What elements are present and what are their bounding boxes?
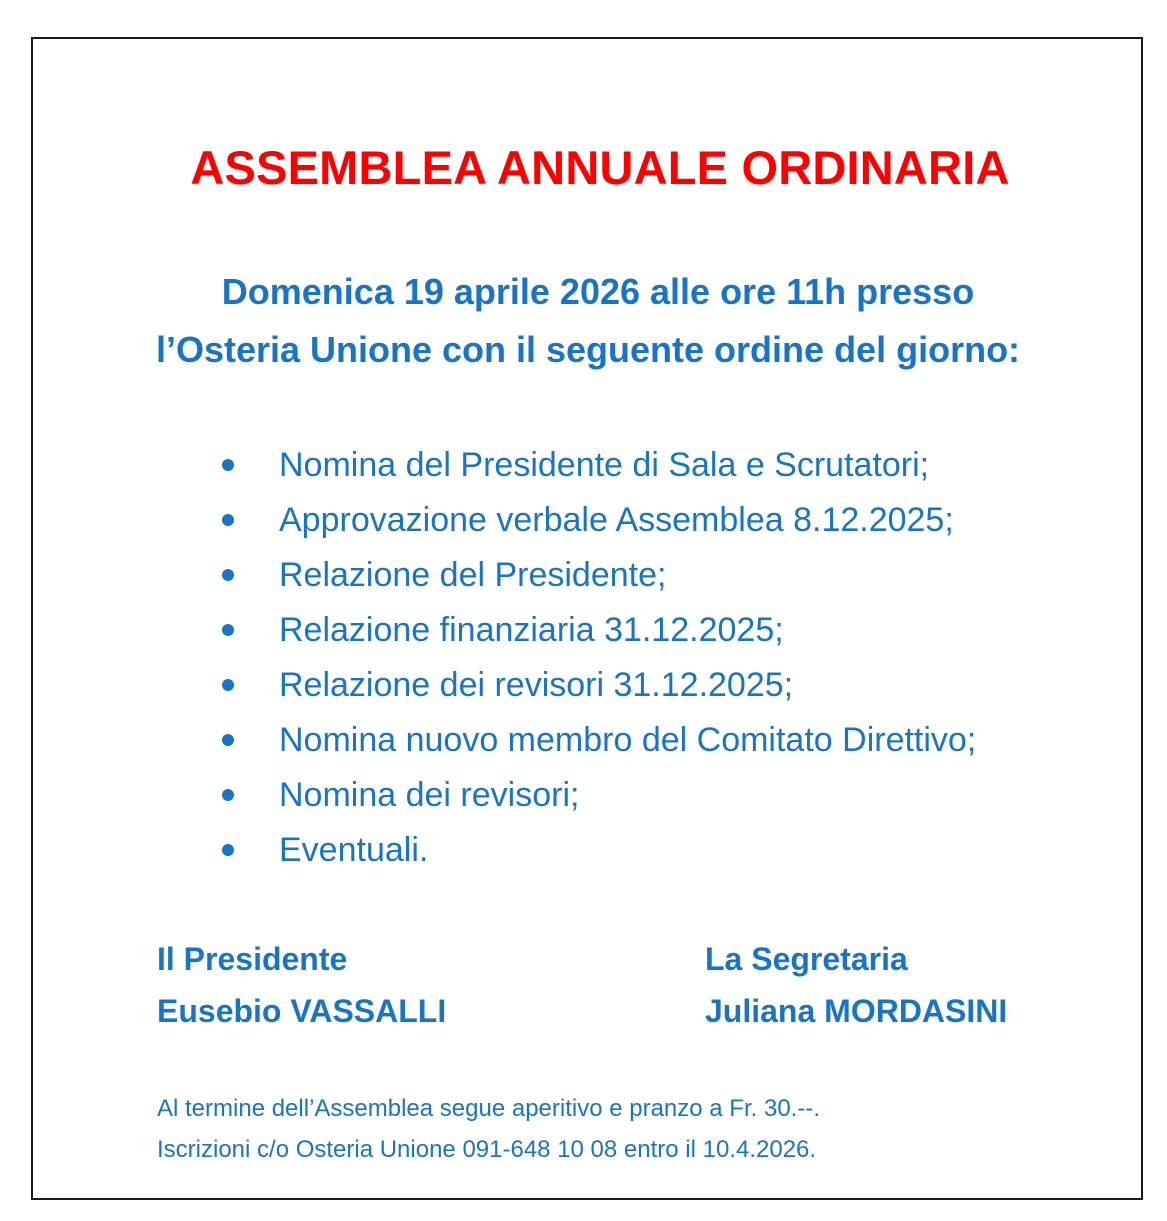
agenda-item-text: Relazione del Presidente; (279, 556, 667, 594)
agenda-item (218, 771, 976, 826)
intro-line-1: Domenica 19 aprile 2026 alle ore 11h presso (221, 271, 975, 312)
bullet-icon (222, 679, 234, 691)
signature-president (157, 933, 446, 1037)
bullet-icon (222, 624, 234, 636)
signature-name: Juliana MORDASINI (705, 993, 1008, 1029)
notice-title: ASSEMBLEA ANNUALE ORDINARIA (190, 141, 1010, 194)
bullet-icon (222, 789, 234, 801)
agenda-item (218, 716, 976, 771)
signature-secretary (705, 933, 1007, 1037)
agenda-item-text: Nomina nuovo membro del Comitato Direttivo; (279, 721, 977, 759)
signature-role: La Segretaria (705, 941, 908, 977)
signature-role: Il Presidente (157, 941, 348, 977)
agenda-item (218, 551, 976, 606)
agenda-item (218, 441, 976, 496)
agenda-list (218, 441, 976, 881)
bullet-icon (222, 514, 234, 526)
footer-note (157, 1088, 820, 1170)
bullet-icon (222, 569, 234, 581)
agenda-item-text: Relazione dei revisori 31.12.2025; (279, 666, 794, 704)
agenda-item (218, 661, 976, 716)
agenda-item-text: Eventuali. (279, 831, 429, 869)
footer-line-2: Iscrizioni c/o Osteria Unione 091-648 10 08 entro il 10.4.2026. (157, 1136, 817, 1163)
agenda-item-text: Nomina dei revisori; (279, 776, 580, 814)
bullet-icon (222, 844, 234, 856)
agenda-item-text: Approvazione verbale Assemblea 8.12.2025; (279, 501, 954, 539)
signature-name: Eusebio VASSALLI (157, 993, 447, 1029)
bullet-icon (222, 459, 234, 471)
bullet-icon (222, 734, 234, 746)
intro-line-2: l’Osteria Unione con il seguente ordine del giorno: (155, 329, 1021, 370)
agenda-item-text: Nomina del Presidente di Sala e Scrutatori; (279, 446, 930, 484)
agenda-item-text: Relazione finanziaria 31.12.2025; (279, 611, 784, 649)
agenda-item (218, 606, 976, 661)
agenda-item (218, 496, 976, 551)
agenda-item (218, 826, 976, 881)
footer-line-1: Al termine dell’Assemblea segue aperitivo e pranzo a Fr. 30.--. (157, 1095, 820, 1122)
